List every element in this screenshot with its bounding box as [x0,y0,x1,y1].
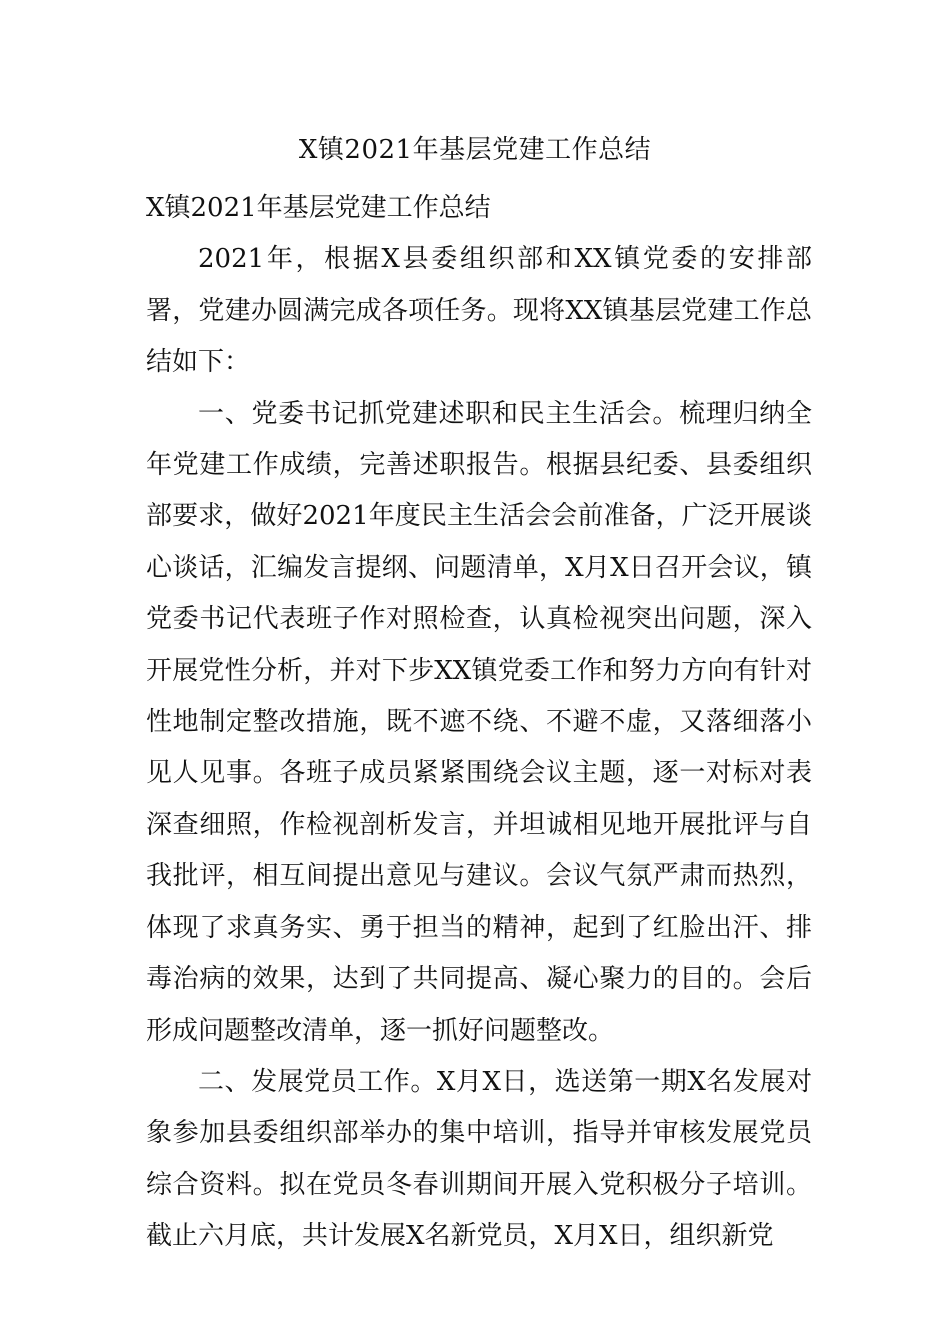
document-title: X镇2021年基层党建工作总结 [298,135,652,165]
document-subtitle: X镇2021年基层党建工作总结 [146,193,491,223]
document-body [146,183,812,1263]
paragraph-section-1: 一、党委书记抓党建述职和民主生活会。梳理归纳全年党建工作成绩，完善述职报告。根据县纪委、县委组织部要求，做好2021年度民主生活会会前准备，广泛开展谈心谈话，汇编发言提纲、问题清单，X月X日召开会议，镇党委书记代表班子作对照检查，认真检视突出问题，深入开展党性分析，并对下步XX镇党委工作和努力方向有针对性地制定整改措施，既不遮不绕、不避不虚，又落细落小见人见事。各班子成员紧紧围绕会议主题，逐一对标对表深查细照，作检视剖析发言，并坦诚相见地开展批评与自我批评，相互间提出意见与建议。会议气氛严肃而热烈，体现了求真务实、勇于担当的精神，起到了红脸出汗、排毒治病的效果，达到了共同提高、凝心聚力的目的。会后形成问题整改清单，逐一抓好问题整改。 [146,398,812,1046]
paragraph-intro: 2021年，根据X县委组织部和XX镇党委的安排部署，党建办圆满完成各项任务。现将XX镇基层党建工作总结如下： [146,244,812,378]
paragraph-section-2: 二、发展党员工作。X月X日，选送第一期X名发展对象参加县委组织部举办的集中培训，指导并审核发展党员综合资料。拟在党员冬春训期间开展入党积极分子培训。截止六月底，共计发展X名新党员，X月X日，组织新党 [146,1066,812,1252]
